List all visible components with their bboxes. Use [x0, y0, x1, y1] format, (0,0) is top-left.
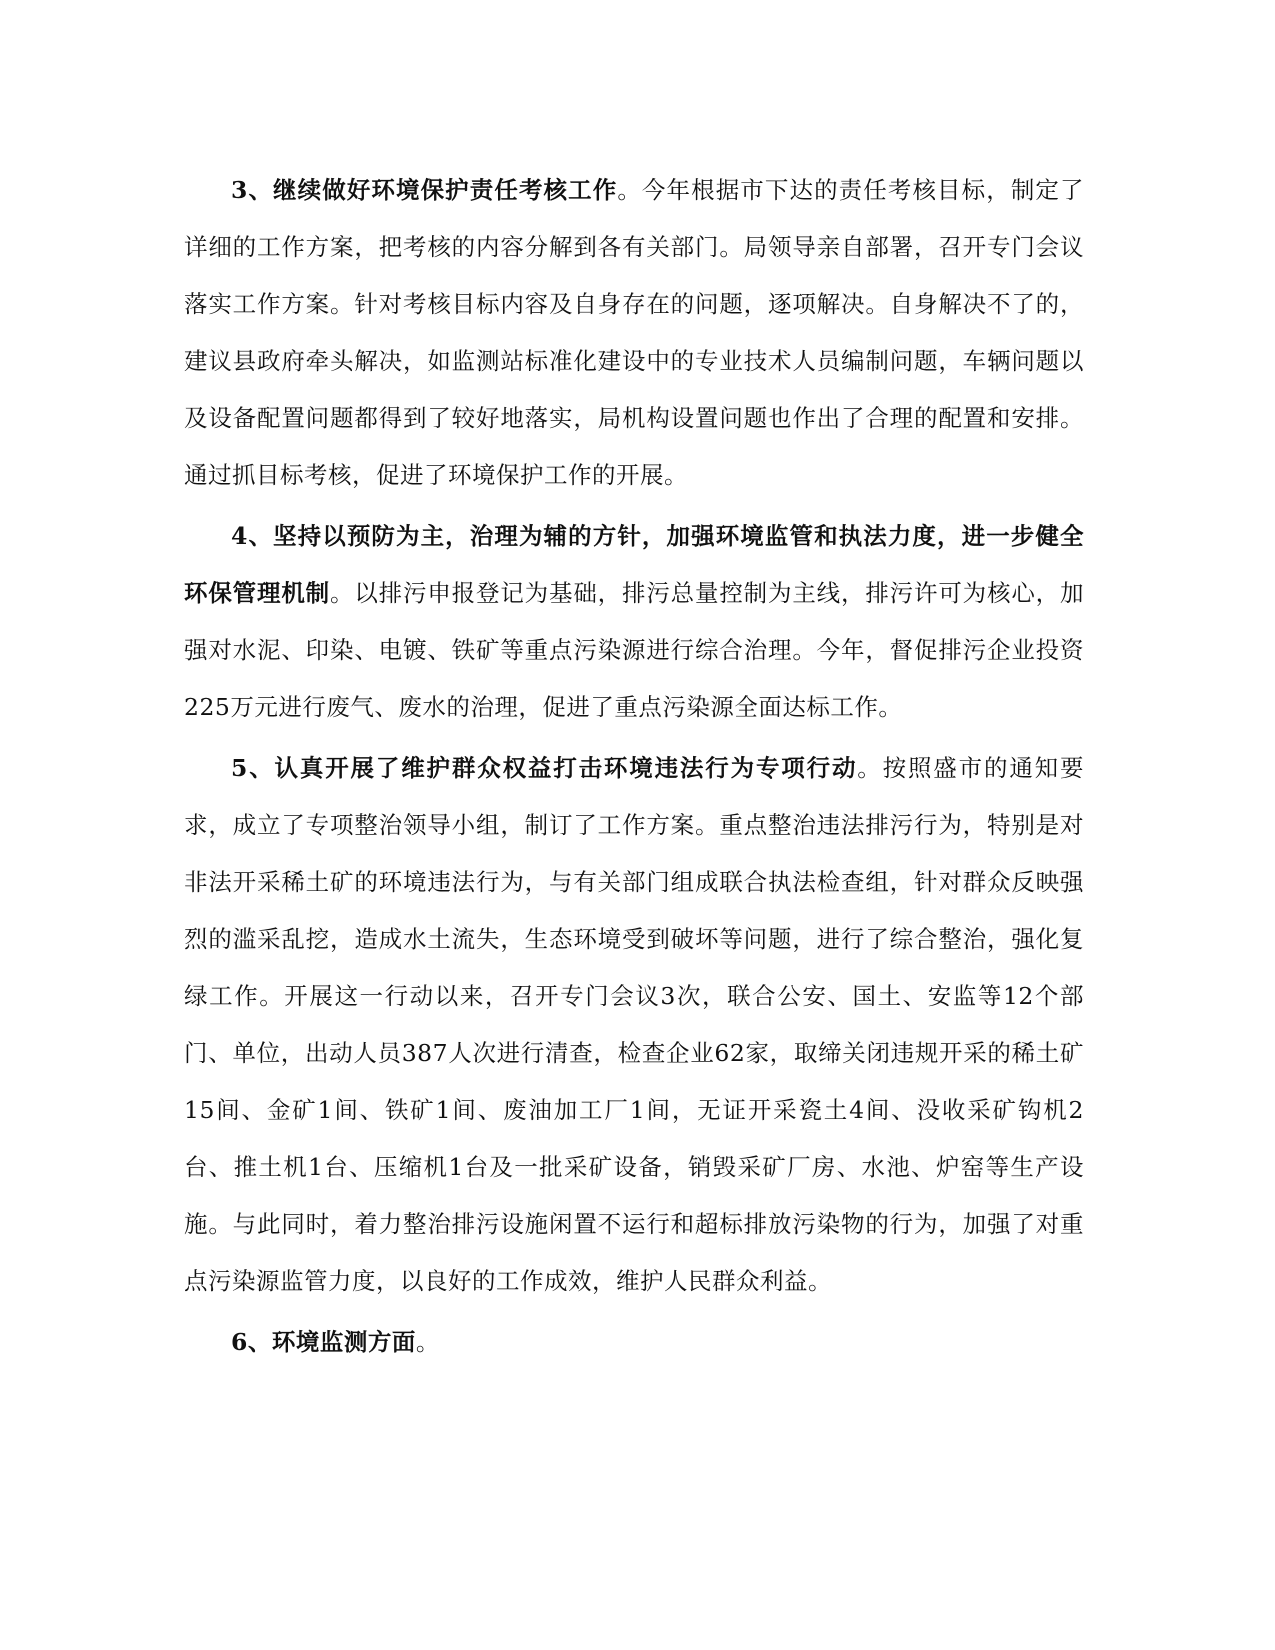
paragraph-5 — [184, 740, 1084, 1310]
paragraph-4-body: 。以排污申报登记为基础，排污总量控制为主线，排污许可为核心，加强对水泥、印染、电镀、铁矿等重点污染源进行综合治理。今年，督促排污企业投资225万元进行废气、废水的治理，促进了重点污染源全面达标工作。 — [184, 579, 1084, 721]
paragraph-6 — [184, 1314, 1084, 1371]
paragraph-6-body: 。 — [415, 1328, 440, 1356]
paragraph-3-body: 。今年根据市下达的责任考核目标，制定了详细的工作方案，把考核的内容分解到各有关部门。局领导亲自部署，召开专门会议落实工作方案。针对考核目标内容及自身存在的问题，逐项解决。自身解决不了的，建议县政府牵头解决，如监测站标准化建设中的专业技术人员编制问题，车辆问题以及设备配置问题都得到了较好地落实，局机构设置问题也作出了合理的配置和安排。通过抓目标考核，促进了环境保护工作的开展。 — [184, 176, 1085, 489]
paragraph-4 — [184, 508, 1084, 736]
paragraph-4-heading: 4、坚持以预防为主，治理为辅的方针，加强环境监管和执法力度，进一步健全环保管理机制 — [184, 522, 1084, 607]
paragraph-5-body: 。按照盛市的通知要求，成立了专项整治领导小组，制订了工作方案。重点整治违法排污行为，特别是对非法开采稀土矿的环境违法行为，与有关部门组成联合执法检查组，针对群众反映强烈的滥采乱挖，造成水土流失，生态环境受到破坏等问题，进行了综合整治，强化复绿工作。开展这一行动以来，召开专门会议3次，联合公安、国土、安监等12个部门、单位，出动人员387人次进行清查，检查企业62家，取缔关闭违规开采的稀土矿15间、金矿1间、铁矿1间、废油加工厂1间，无证开采瓷土4间、没收采矿钩机2台、推土机1台、压缩机1台及一批采矿设备，销毁采矿厂房、水池、炉窑等生产设施。与此同时，着力整治排污设施闲置不运行和超标排放污染物的行为，加强了对重点污染源监管力度，以良好的工作成效，维护人民群众利益。 — [184, 754, 1084, 1295]
paragraph-5-heading: 5、认真开展了维护群众权益打击环境违法行为专项行动 — [231, 754, 858, 782]
document-page — [184, 162, 1084, 1375]
paragraph-6-heading: 6、环境监测方面 — [231, 1328, 416, 1356]
paragraph-3 — [184, 162, 1084, 504]
paragraph-3-heading: 3、继续做好环境保护责任考核工作 — [231, 176, 618, 204]
